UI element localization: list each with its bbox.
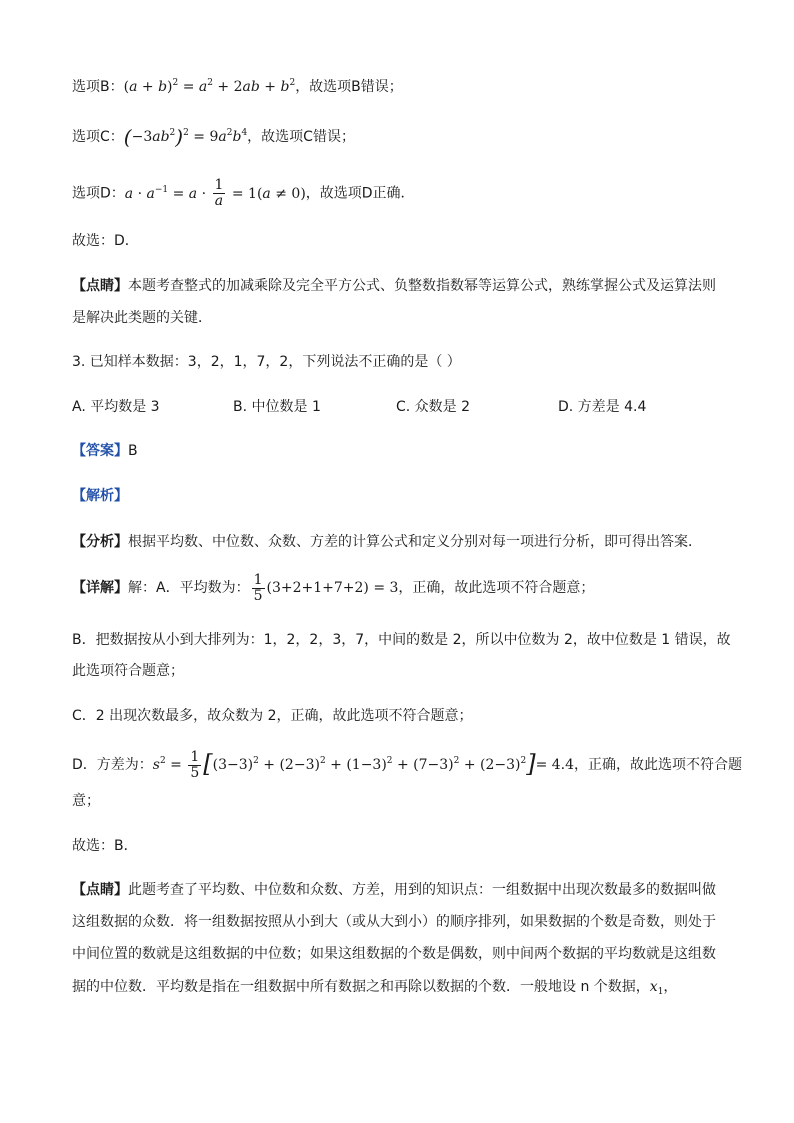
conclusion: ，故选项B错误； <box>295 79 403 95</box>
detail-b-line-2: 此选项符合题意； <box>72 663 184 679</box>
detail-label: 解：A．平均数为： <box>128 580 250 596</box>
option-d-line <box>72 178 415 209</box>
formula-b: $(a + b)^2 = a^2 + 2ab + b^2$ <box>123 78 296 95</box>
fraction-numerator: 1 <box>214 177 224 193</box>
comment-line <box>72 276 716 296</box>
option-b: B. 中位数是 1 <box>233 399 321 415</box>
analysis-heading <box>72 486 128 506</box>
detail-label: D．方差为： <box>72 757 153 773</box>
fraction-denominator: 5 <box>190 764 200 781</box>
choice-line-2: 故选：B． <box>72 838 138 854</box>
fraction-numerator: 1 <box>190 748 200 765</box>
comment2-tag: 【点睛】 <box>72 882 128 898</box>
comment2-text: 此题考查了平均数、中位数和众数、方差，用到的知识点：一组数据中出现次数最多的数据叫做 <box>128 882 716 898</box>
choice-line: 故选：D． <box>72 233 139 249</box>
detail-mean-line <box>72 572 594 604</box>
detail-d-line-2: 意； <box>72 793 100 809</box>
variance-result: = 4.4 <box>535 757 575 773</box>
option-a: A. 平均数是 3 <box>72 399 160 415</box>
fraction-denominator: 5 <box>253 587 263 604</box>
comment2-line <box>72 880 716 900</box>
formula-d: $a \cdot a^{-1} = a$ · $\frac{1}{a}$ = 1(a ≠ 0) <box>124 177 306 209</box>
detail-tag: 【详解】 <box>72 580 128 596</box>
option-b-line <box>72 77 403 97</box>
variable-x1: $x_1$ <box>649 979 664 997</box>
detail-b-line: B．把数据按从小到大排列为：1，2，2，3，7，中间的数是 2，所以中位数为 2，故中位数是 1 错误，故 <box>72 632 731 648</box>
fraction-denominator: a <box>214 193 224 209</box>
detail-d-line <box>72 747 742 782</box>
fraction-numerator: 1 <box>253 571 263 588</box>
answer-value: B <box>128 443 138 459</box>
comment-text: 本题考查整式的加减乘除及完全平方公式、负整数指数幂等运算公式，熟练掌握公式及运算法则 <box>128 278 716 294</box>
comment2-line-2: 这组数据的众数．将一组数据按照从小到大（或从大到小）的顺序排列，如果数据的个数是奇数，则处于 <box>72 914 716 930</box>
option-c: C. 众数是 2 <box>396 399 471 415</box>
comment2-text-4: 据的中位数．平均数是指在一组数据中所有数据之和再除以数据的个数．一般地设 n 个数据， <box>72 979 650 995</box>
comment2-line-3: 中间位置的数就是这组数据的中位数；如果这组数据的个数是偶数，则中间两个数据的平均数就是这组数 <box>72 946 716 962</box>
label: 选项D： <box>72 185 125 202</box>
mean-expression: (3+2+1+7+2) = 3 <box>266 580 399 596</box>
question-3: 3. 已知样本数据：3，2，1，7，2，下列说法不正确的是（ ） <box>72 354 461 370</box>
analysis-line <box>72 532 702 552</box>
formula-c: $(-3ab^2)^2 = 9a^2b^4$ <box>123 125 248 149</box>
option-c-line <box>72 127 355 147</box>
comment-line-2: 是解决此类题的关键． <box>72 310 212 326</box>
variance-formula: $s^2$ = $\frac{1}{5}$ $[(3-3)^2 + (2-3)^2 + (1-3)^2 + (7-3)^2 + (2-3)^2]= 4.4$ <box>152 748 575 781</box>
option-d: D. 方差是 4.4 <box>558 399 647 415</box>
analysis-sub-tag: 【分析】 <box>72 534 128 550</box>
detail-c-line: C．2 出现次数最多，故众数为 2，正确，故此选项不符合题意； <box>72 708 473 724</box>
conclusion: ，正确，故此选项不符合题意； <box>398 580 595 596</box>
answer-line <box>72 441 138 461</box>
comment-tag: 【点睛】 <box>72 278 128 294</box>
conclusion: ，故选项D正确． <box>305 185 415 202</box>
fraction-one-fifth <box>252 573 265 604</box>
answer-tag: 【答案】 <box>72 443 128 459</box>
analysis-text: 根据平均数、中位数、众数、方差的计算公式和定义分别对每一项进行分析，即可得出答案． <box>128 534 702 550</box>
conclusion: ，正确，故此选项不符合题 <box>574 757 743 773</box>
comment2-line-4: 据的中位数．平均数是指在一组数据中所有数据之和再除以数据的个数．一般地设 n 个数据，$x_1$， <box>72 979 678 997</box>
conclusion: ，故选项C错误； <box>247 129 355 145</box>
label: 选项B： <box>72 79 124 95</box>
analysis-tag: 【解析】 <box>72 488 128 504</box>
label: 选项C： <box>72 129 124 145</box>
